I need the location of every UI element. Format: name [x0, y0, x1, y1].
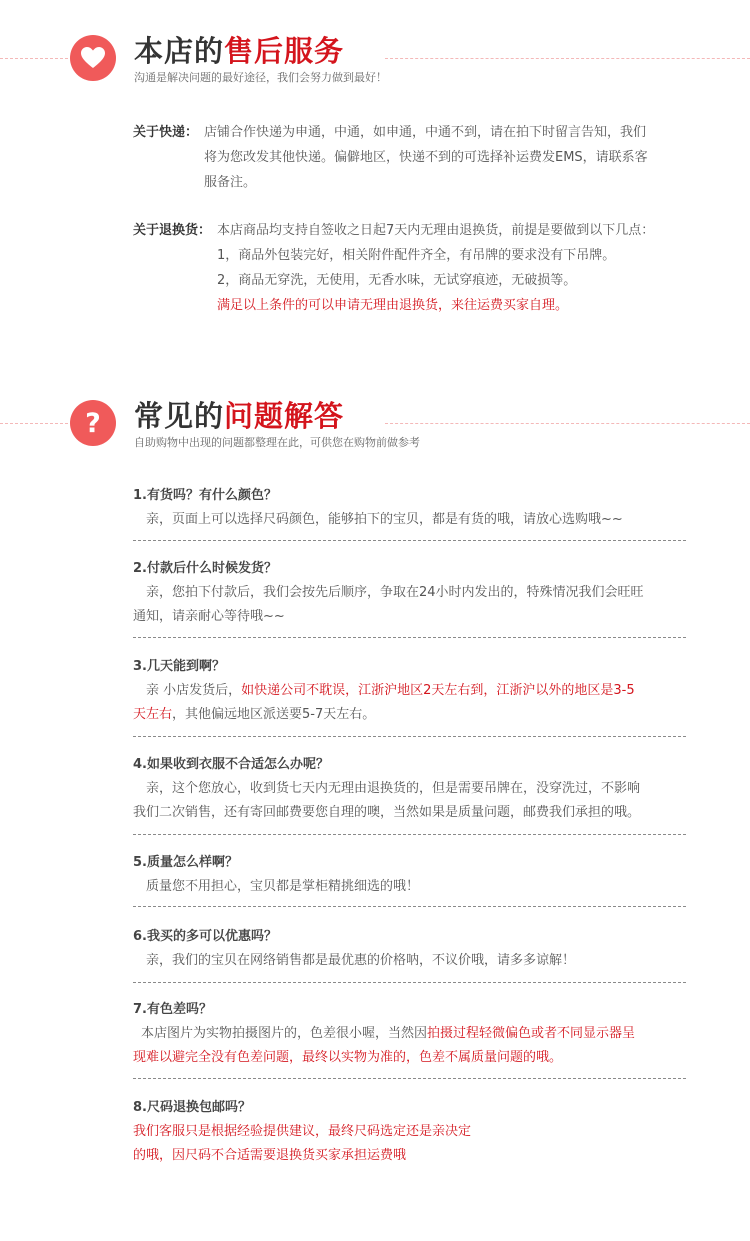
returns-condition-2: 2，商品无穿洗，无使用，无香水味，无试穿痕迹，无破损等。	[217, 273, 577, 288]
shipping-text-2: 将为您改发其他快递。偏僻地区，快递不到的可选择补运费发EMS，请联系客	[204, 150, 648, 165]
heart-icon	[70, 35, 116, 81]
faq-divider	[133, 540, 686, 541]
faq-divider	[133, 637, 686, 638]
header-divider-right	[385, 58, 750, 59]
shipping-info	[133, 120, 693, 196]
faq-item	[133, 925, 686, 973]
faq-question: 4.如果收到衣服不合适怎么办呢？	[133, 757, 329, 772]
faq-divider	[133, 906, 686, 907]
faq-item	[133, 753, 686, 825]
faq-header	[0, 400, 750, 470]
faq-item	[133, 557, 686, 629]
faq-answer: 本店图片为实物拍摄图片的，色差很小喔，当然因拍摄过程轻微偏色或者不同显示器呈 现难以避完全没有色差问题，最终以实物为准的，色差不属质量问题的哦。	[133, 1026, 636, 1065]
faq-answer: 亲 小店发货后，如快递公司不耽误，江浙沪地区2天左右到，江浙沪以外的地区是3-5 天左右，其他偏远地区派送要5-7天左右。	[133, 683, 635, 722]
service-subtitle: 沟通是解决问题的最好途径，我们会努力做到最好！	[134, 71, 387, 84]
faq-question: 3.几天能到啊？	[133, 659, 225, 674]
returns-info	[133, 218, 693, 318]
faq-question: 5.质量怎么样啊？	[133, 855, 238, 870]
faq-answer: 我们客服只是根据经验提供建议，最终尺码选定还是亲决定 的哦，因尺码不合适需要退换货买家承担运费哦	[133, 1124, 472, 1163]
faq-question: 6.我买的多可以优惠吗？	[133, 929, 277, 944]
faq-divider	[133, 834, 686, 835]
returns-text-1: 本店商品均支持自签收之日起7天内无理由退换货，前提是要做到以下几点：	[217, 223, 655, 238]
faq-item	[133, 484, 686, 532]
faq-question: 8.尺码退换包邮吗？	[133, 1100, 251, 1115]
returns-condition-1: 1，商品外包装完好，相关附件配件齐全，有吊牌的要求没有下吊牌。	[217, 248, 616, 263]
faq-title: 常见的问题解答	[134, 399, 345, 433]
faq-item	[133, 851, 686, 899]
faq-divider	[133, 736, 686, 737]
faq-answer: 质量您不用担心，宝贝都是掌柜精挑细选的哦！	[146, 879, 420, 894]
faq-question: 7.有色差吗？	[133, 1002, 212, 1017]
header-divider-right	[385, 423, 750, 424]
shipping-label: 关于快递：	[133, 125, 199, 140]
faq-item	[133, 1096, 686, 1168]
faq-answer: 亲，这个您放心，收到货七天内无理由退换货的，但是需要吊牌在，没穿洗过，不影响 我们二次销售，还有寄回邮费要您自理的噢，当然如果是质量问题，邮费我们承担的哦。	[133, 781, 641, 820]
faq-item	[133, 655, 686, 727]
service-header	[0, 35, 750, 105]
faq-subtitle: 自助购物中出现的问题都整理在此，可供您在购物前做参考	[134, 436, 420, 449]
header-divider-left	[0, 423, 68, 424]
faq-answer: 亲，我们的宝贝在网络销售都是最优惠的价格呐，不议价哦，请多多谅解！	[146, 953, 576, 968]
shipping-text-3: 服备注。	[204, 175, 257, 190]
question-icon: ?	[70, 400, 116, 446]
faq-divider	[133, 982, 686, 983]
faq-item	[133, 998, 686, 1070]
returns-note: 满足以上条件的可以申请无理由退换货，来往运费买家自理。	[217, 298, 569, 313]
faq-question: 1.有货吗？有什么颜色？	[133, 488, 277, 503]
faq-divider	[133, 1078, 686, 1079]
faq-answer: 亲，页面上可以选择尺码颜色，能够拍下的宝贝，都是有货的哦，请放心选购哦~~	[146, 512, 623, 527]
returns-label: 关于退换货：	[133, 223, 212, 238]
service-title: 本店的售后服务	[134, 34, 345, 68]
faq-question: 2.付款后什么时候发货？	[133, 561, 277, 576]
header-divider-left	[0, 58, 68, 59]
shipping-text-1: 店铺合作快递为申通，中通，如申通，中通不到，请在拍下时留言告知，我们	[204, 125, 647, 140]
faq-answer: 亲，您拍下付款后，我们会按先后顺序，争取在24小时内发出的，特殊情况我们会旺旺 通知，请亲耐心等待哦~~	[133, 585, 644, 624]
